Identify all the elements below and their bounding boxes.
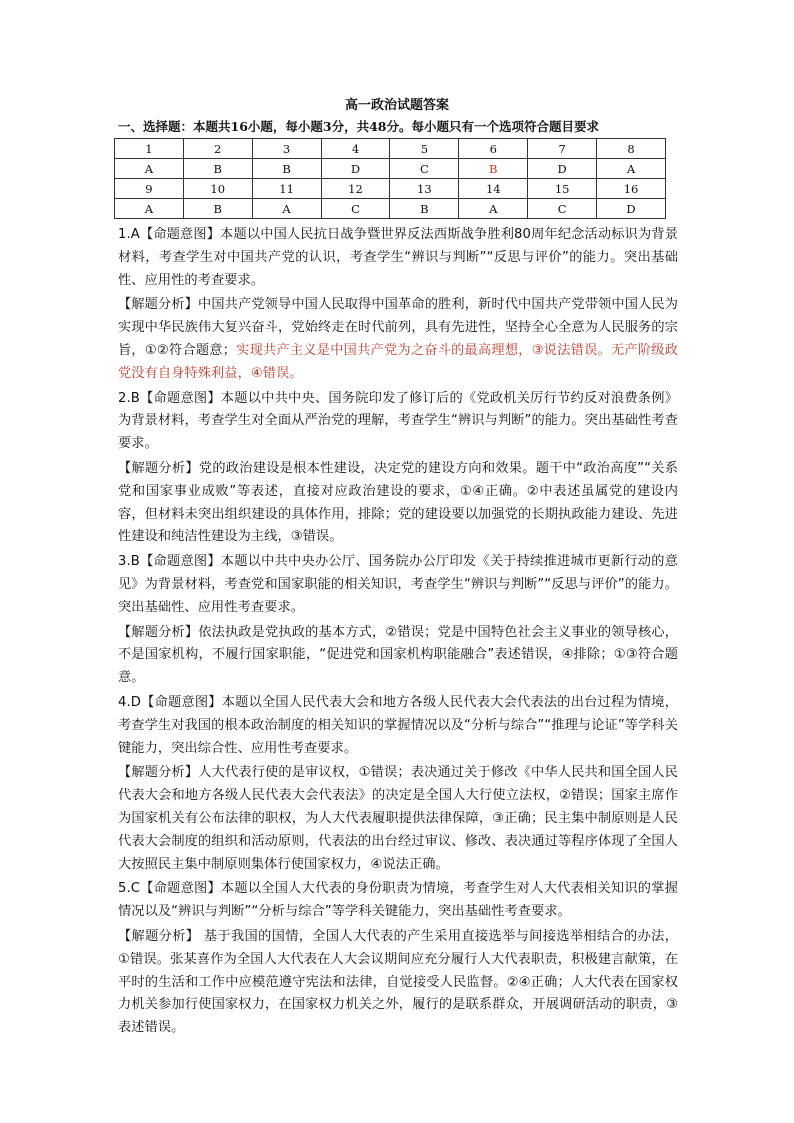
answer-cell: B bbox=[390, 199, 459, 219]
question-number-cell: 16 bbox=[597, 179, 666, 199]
answer-cell: B bbox=[183, 159, 252, 179]
answer-cell: B bbox=[459, 159, 528, 179]
analysis-paragraph bbox=[118, 692, 678, 760]
question-number-cell: 10 bbox=[183, 179, 252, 199]
question-number-cell: 12 bbox=[321, 179, 390, 199]
question-number-cell: 2 bbox=[183, 139, 252, 159]
question-number-row bbox=[115, 179, 666, 199]
answer-cell: A bbox=[459, 199, 528, 219]
answer-cell: B bbox=[183, 199, 252, 219]
analysis-paragraph bbox=[118, 458, 678, 549]
paragraph-text: 【解题分析】人大代表行使的是审议权，①错误；表决通过关于修改《中华人民共和国全国人民代表大会和地方各级人民代表大会代表法》的决定是全国人大行使立法权，②错误；国家主席作为国家机关有公布法律的职权，为人大代表履职提供法律保障，③正确；民主集中制原则是人民代表大会制度的组织和活动原则，代表法的出台经过审议、修改、表决通过等程序体现了全国人大按照民主集中制原则集体行使国家权力，④说法正确。 bbox=[118, 765, 678, 872]
paragraph-text: 3.B【命题意图】本题以中共中央办公厅、国务院办公厅印发《关于持续推进城市更新行动的意见》为背景材料，考查党和国家职能的相关知识，考查学生“辨识与判断”“反思与评价”的能力。突出基础性、应用性考查要求。 bbox=[118, 554, 678, 615]
question-number-cell: 13 bbox=[390, 179, 459, 199]
analysis-paragraph bbox=[118, 551, 678, 619]
answer-cell: C bbox=[321, 199, 390, 219]
analysis-paragraph bbox=[118, 388, 678, 456]
paragraph-text: 5.C【命题意图】本题以全国人大代表的身份职责为情境，考查学生对人大代表相关知识的掌握情况以及“辨识与判断”“分析与综合”等学科关键能力，突出基础性考查要求。 bbox=[118, 881, 678, 920]
question-number-cell: 9 bbox=[115, 179, 184, 199]
answer-table bbox=[114, 138, 666, 219]
answer-row bbox=[115, 199, 666, 219]
answer-cell: A bbox=[115, 199, 184, 219]
highlighted-text: 实现共产主义是中国共产党为之奋斗的最高理想，③说法错误。无产阶级政党没有自身特殊利益，④错误。 bbox=[118, 342, 678, 381]
answer-cell: D bbox=[528, 159, 597, 179]
answer-cell: B bbox=[252, 159, 321, 179]
analysis-paragraph bbox=[118, 926, 678, 1040]
section-header: 一、选择题：本题共16小题，每小题3分，共48分。每小题只有一个选项符合题目要求 bbox=[118, 119, 599, 134]
question-number-cell: 3 bbox=[252, 139, 321, 159]
analysis-paragraph bbox=[118, 878, 678, 924]
question-number-cell: 6 bbox=[459, 139, 528, 159]
question-number-cell: 1 bbox=[115, 139, 184, 159]
question-number-cell: 4 bbox=[321, 139, 390, 159]
answer-cell: A bbox=[115, 159, 184, 179]
answer-row bbox=[115, 159, 666, 179]
analysis-paragraph bbox=[118, 224, 678, 292]
analysis-paragraph bbox=[118, 762, 678, 876]
analysis-paragraph bbox=[118, 294, 678, 385]
answer-cell: D bbox=[321, 159, 390, 179]
paragraph-text: 【解题分析】依法执政是党执政的基本方式，②错误；党是中国特色社会主义事业的领导核心，不是国家机构，不履行国家职能，“促进党和国家机构职能融合”表述错误，④排除；①③符合题意。 bbox=[118, 624, 678, 686]
answer-cell: D bbox=[597, 199, 666, 219]
question-number-row bbox=[115, 139, 666, 159]
analysis-content bbox=[118, 224, 678, 1042]
paragraph-text: 【解题分析】中国共产党领导中国人民取得中国革命的胜利，新时代中国共产党带领中国人民为实现中华民族伟大复兴奋斗，党始终走在时代前列，具有先进性，坚持全心全意为人民服务的宗旨，①②符合题意； bbox=[118, 297, 678, 358]
paragraph-text: 【解题分析】 基于我国的国情，全国人大代表的产生采用直接选举与间接选举相结合的办法，①错误。张某喜作为全国人大代表在人大会议期间应充分履行人大代表职责，积极建言献策，在平时的生活和工作中应模范遵守宪法和法律，自觉接受人民监督。②④正确；人大代表在国家权力机关参加行使国家权力，在国家权力机关之外，履行的是联系群众，开展调研活动的职责，③表述错误。 bbox=[118, 928, 678, 1036]
paragraph-text: 1.A【命题意图】本题以中国人民抗日战争暨世界反法西斯战争胜利80周年纪念活动标识为背景材料，考查学生对中国共产党的认识，考查学生“辨识与判断”“反思与评价”的能力。突出基础性、应用性的考查要求。 bbox=[118, 227, 678, 288]
answer-cell: A bbox=[597, 159, 666, 179]
question-number-cell: 8 bbox=[597, 139, 666, 159]
question-number-cell: 14 bbox=[459, 179, 528, 199]
answer-cell: C bbox=[528, 199, 597, 219]
question-number-cell: 5 bbox=[390, 139, 459, 159]
page-title: 高一政治试题答案 bbox=[344, 98, 449, 113]
paragraph-text: 2.B【命题意图】本题以中共中央、国务院印发了修订后的《党政机关厉行节约反对浪费条例》为背景材料，考查学生对全面从严治党的理解，考查学生“辨识与判断”的能力。突出基础性考查要求。 bbox=[118, 390, 678, 452]
question-number-cell: 11 bbox=[252, 179, 321, 199]
analysis-paragraph bbox=[118, 622, 678, 690]
question-number-cell: 15 bbox=[528, 179, 597, 199]
answer-cell: C bbox=[390, 159, 459, 179]
answer-cell: A bbox=[252, 199, 321, 219]
question-number-cell: 7 bbox=[528, 139, 597, 159]
paragraph-text: 4.D【命题意图】本题以全国人民代表大会和地方各级人民代表大会代表法的出台过程为情境，考查学生对我国的根本政治制度的相关知识的掌握情况以及“分析与综合”“推理与论证”等学科关键能力，突出综合性、应用性考查要求。 bbox=[118, 694, 678, 756]
paragraph-text: 【解题分析】党的政治建设是根本性建设，决定党的建设方向和效果。题干中“政治高度”“关系党和国家事业成败”等表述，直接对应政治建设的要求，①④正确。②中表述虽属党的建设内容，但材料未突出组织建设的具体作用，排除；党的建设要以加强党的长期执政能力建设、先进性建设和纯洁性建设为主线，③错误。 bbox=[118, 460, 678, 545]
